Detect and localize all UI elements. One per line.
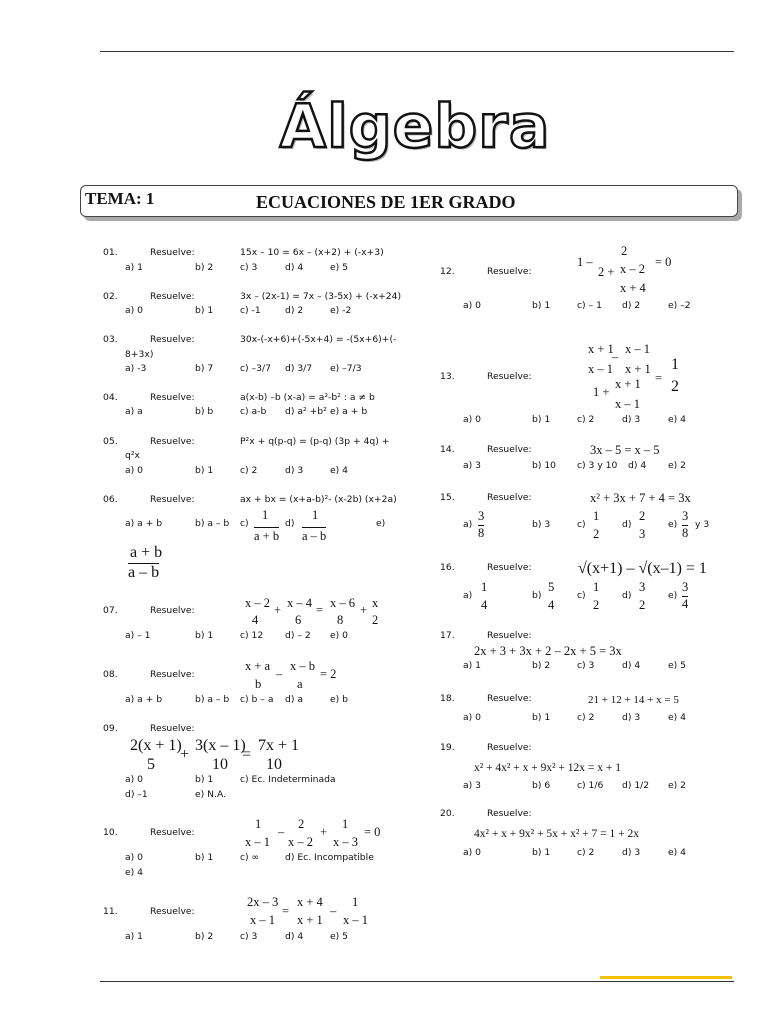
equation: a(x-b) –b (x-a) = a²-b² : a ≠ b	[240, 392, 375, 403]
problem-number: 11.	[103, 906, 118, 917]
fraction-denominator: x – 1	[588, 362, 613, 376]
option-e: e) 5	[330, 931, 349, 942]
option-a: a) -3	[125, 363, 147, 374]
option-e: e) N.A.	[195, 789, 226, 800]
equation: √(x+1) – √(x–1) = 1	[578, 560, 707, 577]
option-c: c)	[577, 590, 586, 601]
equation: x² + 4x² + x + 9x² + 12x = x + 1	[474, 762, 622, 774]
option-e: e) 4	[668, 414, 687, 425]
problem-number: 04.	[103, 392, 118, 403]
fraction-numerator: 1	[312, 508, 319, 522]
option-e: e)	[376, 518, 386, 529]
equation: 2x + 3 + 3x + 2 – 2x + 5 = 3x	[474, 644, 622, 658]
fraction-denominator: 4	[682, 597, 689, 611]
option-d: d)	[285, 518, 295, 529]
fraction-numerator: 2x – 3	[247, 895, 279, 909]
fraction-denominator: x + 1	[297, 913, 323, 927]
minus-sign: –	[612, 350, 619, 364]
equals-sign: =	[655, 371, 663, 385]
option-a: a) 3	[463, 460, 481, 471]
footer-accent-bar	[600, 976, 732, 979]
option-e: e) 5	[668, 660, 687, 671]
resuelve-label: Resuelve:	[150, 247, 195, 258]
fraction-denominator: 8	[682, 526, 689, 540]
option-b: b) 1	[195, 774, 214, 785]
option-e: e)	[668, 590, 678, 601]
fraction-denominator: 6	[295, 613, 302, 627]
page-title: Álgebra	[279, 92, 551, 162]
fraction-denominator: x + 1	[625, 362, 651, 376]
resuelve-label: Resuelve:	[150, 827, 195, 838]
fraction-numerator: x – b	[290, 659, 315, 673]
resuelve-label: Resuelve:	[487, 808, 532, 819]
equals-sign: =	[242, 746, 252, 763]
option-d: d) 4	[628, 460, 647, 471]
fraction-numerator: x + 1	[588, 342, 614, 356]
resuelve-label: Resuelve:	[487, 492, 532, 503]
option-e: e) 5	[330, 262, 349, 273]
resuelve-label: Resuelve:	[150, 669, 195, 680]
option-d: d) 3/7	[285, 363, 313, 374]
fraction-numerator: 1	[481, 580, 488, 594]
fraction-numerator: x	[372, 596, 379, 610]
option-b: b) 2	[532, 660, 551, 671]
fraction-numerator: 3	[682, 580, 689, 594]
option-b: b) 1	[532, 300, 551, 311]
option-c: c) 2	[577, 847, 595, 858]
option-b: b) 3	[532, 519, 551, 530]
resuelve-label: Resuelve:	[150, 291, 195, 302]
fraction-numerator: 1	[342, 817, 349, 831]
plus-sign: +	[360, 603, 368, 617]
problem-number: 19.	[440, 742, 455, 753]
equation: 21 + 12 + 14 + x = 5	[588, 694, 679, 706]
problem-number: 18.	[440, 693, 455, 704]
option-b: b)	[532, 590, 542, 601]
fraction-numerator: x – 2	[245, 596, 270, 610]
option-d: d) 4	[285, 931, 304, 942]
problem-number: 20.	[440, 808, 455, 819]
fraction-numerator: 1	[593, 580, 600, 594]
plus-sign: +	[320, 825, 328, 839]
fraction-numerator: x – 4	[287, 596, 312, 610]
equation: 15x – 10 = 6x – (x+2) + (-x+3)	[240, 247, 384, 258]
option-c: c) –3/7	[240, 363, 271, 374]
option-b: b) a – b	[195, 518, 230, 529]
problem-number: 17.	[440, 630, 455, 641]
option-a: a) 0	[125, 305, 143, 316]
option-c: c) 3	[240, 262, 258, 273]
option-a: a) a	[125, 406, 143, 417]
problem-number: 12.	[440, 266, 455, 277]
fraction-numerator: 3	[639, 580, 646, 594]
plus-sign: +	[180, 746, 190, 763]
fraction-denominator: 4	[481, 598, 488, 612]
equation: 30x-(-x+6)+(-5x+4) = -(5x+6)+(-	[240, 334, 397, 345]
problem-number: 07.	[103, 605, 118, 616]
fraction-denominator: 2	[639, 598, 646, 612]
fraction-numerator: 2	[639, 509, 646, 523]
option-b: b) 1	[532, 414, 551, 425]
minus-sign: –	[330, 904, 337, 918]
tema-label: TEMA: 1	[85, 189, 155, 208]
option-d: d) – 2	[285, 630, 311, 641]
option-b: b) 1	[195, 305, 214, 316]
option-e: e) 4	[668, 712, 687, 723]
fraction-numerator: x – 6	[330, 596, 355, 610]
option-e: e) 2	[668, 780, 687, 791]
option-d: d) 3	[622, 414, 641, 425]
fraction-numerator: 1	[262, 508, 269, 522]
option-a: a)	[463, 519, 473, 530]
fraction-denominator: 10	[266, 756, 282, 773]
option-a: a) 0	[125, 774, 143, 785]
option-a: a) – 1	[125, 630, 151, 641]
equation: 4x² + x + 9x² + 5x + x² + 7 = 1 + 2x	[474, 828, 639, 840]
fraction-numerator: 1	[671, 356, 679, 373]
fraction-denominator: 3	[639, 527, 646, 541]
resuelve-label: Resuelve:	[487, 562, 532, 573]
problem-number: 08.	[103, 669, 118, 680]
option-c: c) 1/6	[577, 780, 604, 791]
option-a: a) 3	[463, 780, 481, 791]
nested-numerator: x – 2	[620, 262, 645, 276]
fraction-numerator: 2(x + 1)	[130, 737, 182, 754]
resuelve-label: Resuelve:	[150, 906, 195, 917]
resuelve-label: Resuelve:	[487, 371, 532, 382]
option-e: e) 4	[330, 465, 349, 476]
equation-continued: 8+3x)	[125, 349, 154, 360]
fraction-denominator: 4	[548, 598, 555, 612]
resuelve-label: Resuelve:	[487, 444, 532, 455]
option-c: c)	[577, 519, 586, 530]
problem-number: 09.	[103, 723, 118, 734]
option-e: e) –7/3	[330, 363, 362, 374]
equation: P²x + q(p-q) = (p-q) (3p + 4q) +	[240, 436, 390, 447]
option-b: b) 6	[532, 780, 551, 791]
option-c: c) 3	[577, 660, 595, 671]
fraction-denominator: 2	[593, 598, 600, 612]
resuelve-label: Resuelve:	[487, 266, 532, 277]
option-d: d) 3	[622, 847, 641, 858]
tema-header-box	[80, 185, 738, 217]
problem-number: 10.	[103, 827, 118, 838]
fraction-numerator: 3	[682, 509, 689, 523]
option-b: b) 2	[195, 931, 214, 942]
option-a: a) 0	[463, 414, 481, 425]
fraction-lhs: 1 –	[577, 255, 593, 269]
option-d: d) 4	[622, 660, 641, 671]
option-a: a) 0	[125, 852, 143, 863]
fraction-denominator: 8	[478, 526, 485, 540]
minus-sign: –	[278, 825, 285, 839]
fraction-denominator: x – 1	[343, 913, 368, 927]
fraction-denominator: x – 2	[288, 835, 313, 849]
option-d: d) Ec. Incompatible	[285, 852, 374, 863]
option-d: d)	[622, 519, 632, 530]
option-c: c) 3 y 10	[577, 460, 618, 471]
fraction-denominator: 2	[671, 378, 679, 395]
option-a: a) 0	[463, 300, 481, 311]
option-a: a) a + b	[125, 518, 163, 529]
nested-term: 2 +	[598, 265, 615, 279]
option-c: c) -1	[240, 305, 261, 316]
resuelve-label: Resuelve:	[487, 693, 532, 704]
option-a: a) a + b	[125, 694, 163, 705]
fraction-denominator: a – b	[302, 529, 327, 543]
equation: x² + 3x + 7 + 4 = 3x	[590, 491, 691, 505]
problem-number: 15.	[440, 492, 455, 503]
fraction-numerator: 5	[548, 580, 555, 594]
nested-denominator: x – 1	[615, 397, 640, 411]
fraction-numerator: a + b	[130, 544, 163, 561]
bottom-rule	[100, 981, 734, 982]
option-e: e) b	[330, 694, 348, 705]
option-e: e) -2	[330, 305, 352, 316]
option-b: b) 1	[532, 847, 551, 858]
option-c: c)	[240, 518, 249, 529]
option-d: d) a² +b²	[285, 406, 327, 417]
option-e: e)	[668, 519, 678, 530]
resuelve-label: Resuelve:	[150, 494, 195, 505]
resuelve-label: Resuelve:	[150, 605, 195, 616]
option-c: c) 3	[240, 931, 258, 942]
fraction-numerator: 1	[352, 895, 359, 909]
option-d: d) 4	[285, 262, 304, 273]
fraction-denominator: a – b	[128, 564, 160, 581]
option-a: a) 0	[125, 465, 143, 476]
option-b: b) 1	[195, 852, 214, 863]
option-e: e) 4	[668, 847, 687, 858]
fraction-numerator: 3	[478, 509, 485, 523]
resuelve-label: Resuelve:	[150, 723, 195, 734]
option-a: a) 1	[125, 931, 143, 942]
fraction-denominator: a	[297, 677, 303, 691]
fraction-numerator: 7x + 1	[258, 737, 300, 754]
resuelve-label: Resuelve:	[487, 630, 532, 641]
problem-number: 02.	[103, 291, 118, 302]
option-a: a)	[463, 590, 473, 601]
fraction-numerator: 1	[593, 509, 600, 523]
option-d: d) 3	[622, 712, 641, 723]
equation-rhs: = 0	[364, 825, 381, 839]
equals-sign: =	[316, 603, 324, 617]
option-a: a) 1	[463, 660, 481, 671]
option-d: d) a	[285, 694, 303, 705]
fraction-denominator: a + b	[254, 529, 280, 543]
option-c: c) ∞	[240, 852, 260, 863]
fraction-denominator: 10	[212, 756, 228, 773]
problem-number: 01.	[103, 247, 118, 258]
fraction-denominator: 8	[337, 613, 344, 627]
equation: 3x – 5 = x – 5	[590, 443, 660, 457]
fraction-numerator: 1	[255, 817, 262, 831]
option-b: b) b	[195, 406, 214, 417]
fraction-denominator: 5	[147, 756, 155, 773]
fraction-numerator: x – 1	[625, 342, 650, 356]
option-d: d) 3	[285, 465, 304, 476]
equation: 3x – (2x-1) = 7x – (3-5x) + (-x+24)	[240, 291, 402, 302]
option-b: b) 7	[195, 363, 214, 374]
option-d: d) 1/2	[622, 780, 650, 791]
option-d: d) –1	[125, 789, 148, 800]
fraction-numerator: 2	[621, 244, 628, 258]
option-c: c) 2	[577, 712, 595, 723]
resuelve-label: Resuelve:	[150, 334, 195, 345]
equation-rhs: = 2	[320, 667, 337, 681]
fraction-denominator: x – 1	[245, 835, 270, 849]
option-a: a) 1	[125, 262, 143, 273]
fraction-numerator: x + 4	[297, 895, 323, 909]
option-e-suffix: y 3	[695, 519, 710, 530]
problem-number: 16.	[440, 562, 455, 573]
resuelve-label: Resuelve:	[150, 392, 195, 403]
top-rule	[100, 51, 734, 52]
option-c: c) – 1	[577, 300, 602, 311]
option-a: a) 0	[463, 847, 481, 858]
option-b: b) 1	[532, 712, 551, 723]
option-c: c) a-b	[240, 406, 267, 417]
resuelve-label: Resuelve:	[150, 436, 195, 447]
problem-number: 06.	[103, 494, 118, 505]
option-b: b) 1	[195, 465, 214, 476]
tema-title: ECUACIONES DE 1ER GRADO	[256, 192, 516, 212]
problem-number: 13.	[440, 371, 455, 382]
option-c: c) 2	[240, 465, 258, 476]
option-d: d)	[622, 590, 632, 601]
fraction-denominator: 2	[593, 527, 600, 541]
fraction-numerator: 3(x – 1)	[195, 737, 246, 754]
option-e: e) –2	[668, 300, 691, 311]
fraction-denominator: x – 1	[250, 913, 275, 927]
nested-term: 1 +	[593, 385, 610, 399]
fraction-numerator: x + a	[245, 659, 271, 673]
equation-rhs: = 0	[655, 255, 672, 269]
fraction-numerator: 2	[298, 817, 305, 831]
resuelve-label: Resuelve:	[487, 742, 532, 753]
option-c: c) 12	[240, 630, 264, 641]
plus-sign: +	[274, 603, 282, 617]
equation: ax + bx = (x+a-b)²- (x-2b) (x+2a)	[240, 494, 397, 505]
problem-number: 05.	[103, 436, 118, 447]
option-e: e) a + b	[330, 406, 368, 417]
option-b: b) 1	[195, 630, 214, 641]
problem-number: 03.	[103, 334, 118, 345]
option-e: e) 4	[125, 867, 144, 878]
problem-number: 14.	[440, 444, 455, 455]
option-b: b) 10	[532, 460, 557, 471]
equals-sign: =	[282, 904, 290, 918]
option-d: d) 2	[285, 305, 304, 316]
minus-sign: –	[276, 667, 283, 681]
option-c: c) b – a	[240, 694, 274, 705]
nested-denominator: x + 4	[620, 281, 646, 295]
option-e: e) 2	[668, 460, 687, 471]
fraction-denominator: x – 3	[333, 835, 358, 849]
option-c: c) Ec. Indeterminada	[240, 774, 336, 785]
option-d: d) 2	[622, 300, 641, 311]
fraction-denominator: 4	[252, 613, 259, 627]
option-c: c) 2	[577, 414, 595, 425]
fraction-denominator: b	[255, 677, 262, 691]
nested-numerator: x + 1	[615, 377, 641, 391]
option-b: b) 2	[195, 262, 214, 273]
equation-continued: q²x	[125, 450, 140, 461]
option-a: a) 0	[463, 712, 481, 723]
fraction-denominator: 2	[372, 613, 379, 627]
option-e: e) 0	[330, 630, 349, 641]
option-b: b) a – b	[195, 694, 230, 705]
